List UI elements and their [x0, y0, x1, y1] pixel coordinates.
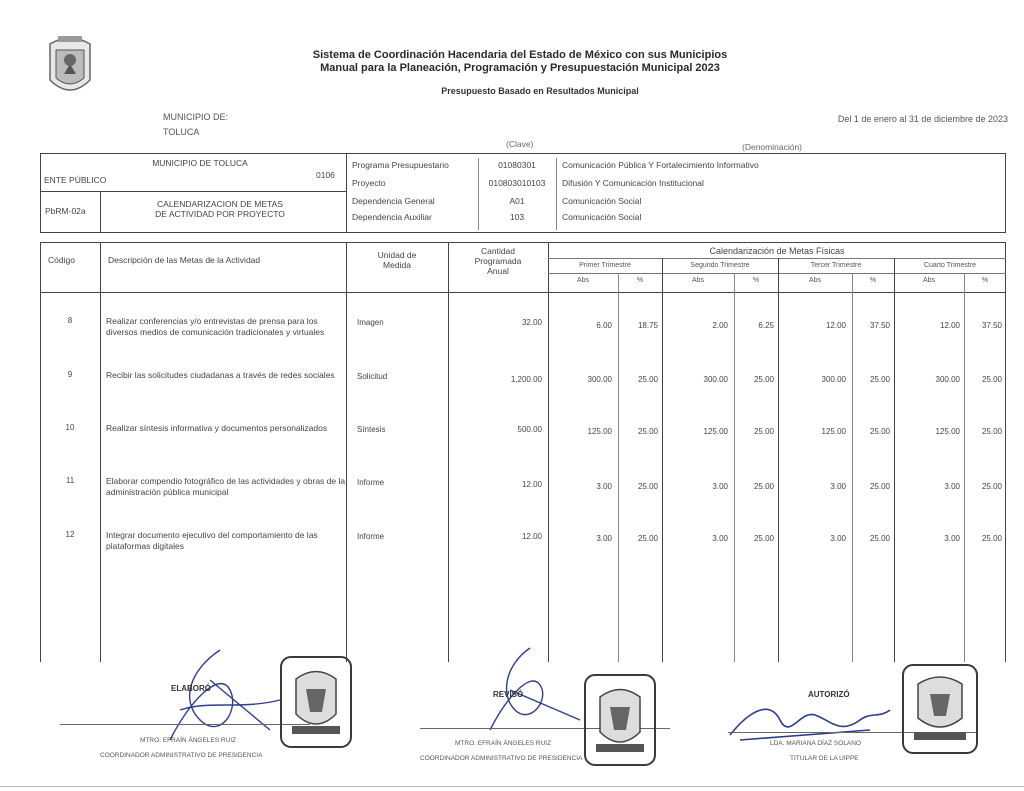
row-q3-abs: 3.00	[830, 534, 846, 543]
row-q1-pct: 25.00	[637, 482, 658, 491]
row-q2-abs: 3.00	[712, 534, 728, 543]
row-q4-abs: 300.00	[935, 375, 960, 384]
row-q2-pct: 25.00	[753, 534, 774, 543]
th-q1-pct: %	[636, 277, 644, 284]
row-q1-pct: 25.00	[637, 427, 658, 436]
row-descripcion: Recibir las solicitudes ciudadanas a través de redes sociales	[106, 370, 335, 380]
row-q4-pct: 25.00	[981, 427, 1002, 436]
seal-stamp-icon	[278, 654, 354, 750]
program-label-1: Proyecto	[352, 178, 386, 188]
program-clave-3: 103	[509, 212, 525, 222]
th-q4: Cuarto Trimestre	[923, 262, 977, 269]
sig-role: TITULAR DE LA UIPPE	[790, 755, 859, 762]
row-q4-abs: 3.00	[944, 482, 960, 491]
program-clave-0: 01080301	[498, 160, 536, 170]
signature-scribble-icon	[470, 640, 590, 740]
municipio-label: MUNICIPIO DE:	[163, 112, 229, 122]
sig-title: ELABORÓ	[171, 684, 211, 693]
form-title-1: CALENDARIZACION DE METAS	[157, 199, 283, 209]
program-label-2: Dependencia General	[352, 196, 435, 206]
th-cantidad-3: Anual	[487, 266, 509, 276]
clave-label: (Clave)	[506, 139, 534, 149]
th-q1-abs: Abs	[576, 277, 590, 284]
row-descripcion: Realizar conferencias y/o entrevistas de prensa para los diversos medios de comunicación tradicionales y virtuales	[106, 316, 325, 337]
ente-label: ENTE PÚBLICO	[44, 175, 107, 185]
row-codigo: 9	[67, 370, 73, 379]
th-q3-pct: %	[869, 277, 877, 284]
row-q2-abs: 2.00	[712, 321, 728, 330]
sig-name: MTRO. EFRAÍN ÁNGELES RUIZ	[140, 737, 237, 744]
row-q4-pct: 25.00	[981, 482, 1002, 491]
row-descripcion: Realizar síntesis informativa y documentos personalizados	[106, 423, 328, 433]
header-line-1: Sistema de Coordinación Hacendaria del Estado de México con sus Municipios	[312, 49, 728, 61]
row-q1-abs: 3.00	[596, 482, 612, 491]
row-q3-pct: 25.00	[869, 482, 890, 491]
sig-title: REVISÓ	[493, 690, 524, 699]
row-anual: 12.00	[521, 532, 542, 541]
seal-stamp-icon	[582, 672, 658, 768]
row-q3-abs: 3.00	[830, 482, 846, 491]
row-q2-pct: 25.00	[753, 482, 774, 491]
ente-code: 0106	[316, 170, 335, 180]
header-line-2: Manual para la Planeación, Programación y Presupuestación Municipal 2023	[320, 62, 720, 74]
row-q3-abs: 125.00	[821, 427, 846, 436]
ente-name: MUNICIPIO DE TOLUCA	[152, 158, 248, 168]
program-clave-1: 010803010103	[488, 178, 546, 188]
period-text: Del 1 de enero al 31 de diciembre de 2023	[837, 114, 1008, 124]
row-q2-abs: 125.00	[703, 427, 728, 436]
th-codigo: Código	[48, 255, 75, 265]
row-codigo: 8	[67, 316, 73, 325]
row-q3-abs: 12.00	[825, 321, 846, 330]
program-denominacion-1: Difusión Y Comunicación Institucional	[562, 178, 704, 188]
program-denominacion-3: Comunicación Social	[562, 212, 642, 222]
row-q3-pct: 25.00	[869, 427, 890, 436]
row-anual: 12.00	[521, 480, 542, 489]
row-codigo: 10	[65, 423, 75, 432]
row-q1-pct: 18.75	[637, 321, 658, 330]
row-q1-abs: 3.00	[596, 534, 612, 543]
row-q4-pct: 25.00	[981, 534, 1002, 543]
sig-title: AUTORIZÓ	[808, 690, 850, 699]
row-q3-pct: 37.50	[869, 321, 890, 330]
header-line-3: Presupuesto Basado en Resultados Municipal	[441, 86, 639, 96]
row-q1-pct: 25.00	[637, 375, 658, 384]
row-anual: 1,200.00	[510, 375, 542, 384]
row-descripcion: Integrar documento ejecutivo del comportamiento de las plataformas digitales	[106, 530, 318, 551]
th-unidad-2: Medida	[383, 260, 411, 270]
program-denominacion-0: Comunicación Pública Y Fortalecimiento Informativo	[562, 160, 759, 170]
row-anual: 500.00	[517, 425, 542, 434]
row-q1-abs: 300.00	[587, 375, 612, 384]
row-q4-pct: 37.50	[981, 321, 1002, 330]
program-denominacion-2: Comunicación Social	[562, 196, 642, 206]
row-q2-pct: 6.25	[758, 321, 774, 330]
row-q1-abs: 6.00	[596, 321, 612, 330]
th-q1: Primer Trimestre	[579, 262, 631, 269]
th-calendarizacion: Calendarización de Metas Físicas	[709, 246, 845, 256]
row-q2-pct: 25.00	[753, 375, 774, 384]
municipio-value: TOLUCA	[163, 127, 200, 137]
th-cantidad-2: Programada	[474, 256, 522, 266]
th-q2: Segundo Trimestre	[690, 262, 750, 269]
row-anual: 32.00	[521, 318, 542, 327]
th-q4-abs: Abs	[922, 277, 936, 284]
row-q2-abs: 3.00	[712, 482, 728, 491]
row-q4-abs: 3.00	[944, 534, 960, 543]
row-unidad: Imagen	[357, 318, 384, 327]
row-codigo: 12	[65, 530, 75, 539]
row-q2-abs: 300.00	[703, 375, 728, 384]
row-q3-pct: 25.00	[869, 534, 890, 543]
denominacion-label: (Denominación)	[742, 142, 802, 152]
th-descripcion: Descripción de las Metas de la Actividad	[108, 255, 261, 265]
row-unidad: Informe	[357, 478, 385, 487]
th-q2-pct: %	[752, 277, 760, 284]
program-clave-2: A01	[509, 196, 525, 206]
row-q2-pct: 25.00	[753, 427, 774, 436]
sig-name: LDA. MARIANA DÍAZ SOLANO	[770, 740, 862, 747]
sig-role: COORDINADOR ADMINISTRATIVO DE PRESIDENCIA	[420, 755, 583, 762]
th-q4-pct: %	[981, 277, 989, 284]
th-q3-abs: Abs	[808, 277, 822, 284]
th-unidad-1: Unidad de	[377, 250, 417, 260]
th-cantidad-1: Cantidad	[480, 246, 516, 256]
th-q3: Tercer Trimestre	[810, 262, 862, 269]
th-q2-abs: Abs	[691, 277, 705, 284]
program-label-3: Dependencia Auxiliar	[352, 212, 432, 222]
sig-role: COORDINADOR ADMINISTRATIVO DE PRESIDENCIA	[100, 752, 263, 759]
row-q4-abs: 125.00	[935, 427, 960, 436]
row-q1-abs: 125.00	[587, 427, 612, 436]
row-q4-pct: 25.00	[981, 375, 1002, 384]
seal-stamp-icon	[900, 662, 980, 756]
form-title-2: DE ACTIVIDAD POR PROYECTO	[155, 209, 285, 219]
row-q3-abs: 300.00	[821, 375, 846, 384]
row-q4-abs: 12.00	[939, 321, 960, 330]
municipal-crest-logo	[44, 30, 96, 102]
program-label-0: Programa Presupuestario	[352, 160, 449, 170]
row-q1-pct: 25.00	[637, 534, 658, 543]
sig-name: MTRO. EFRAÍN ÁNGELES RUIZ	[455, 740, 552, 747]
form-code: PbRM-02a	[45, 206, 86, 216]
row-unidad: Solicitud	[357, 372, 388, 381]
row-descripcion: Elaborar compendio fotográfico de las actividades y obras de la administración pública municipal	[106, 476, 346, 497]
row-unidad: Informe	[357, 532, 385, 541]
row-q3-pct: 25.00	[869, 375, 890, 384]
row-unidad: Síntesis	[357, 425, 386, 434]
row-codigo: 11	[65, 476, 75, 485]
